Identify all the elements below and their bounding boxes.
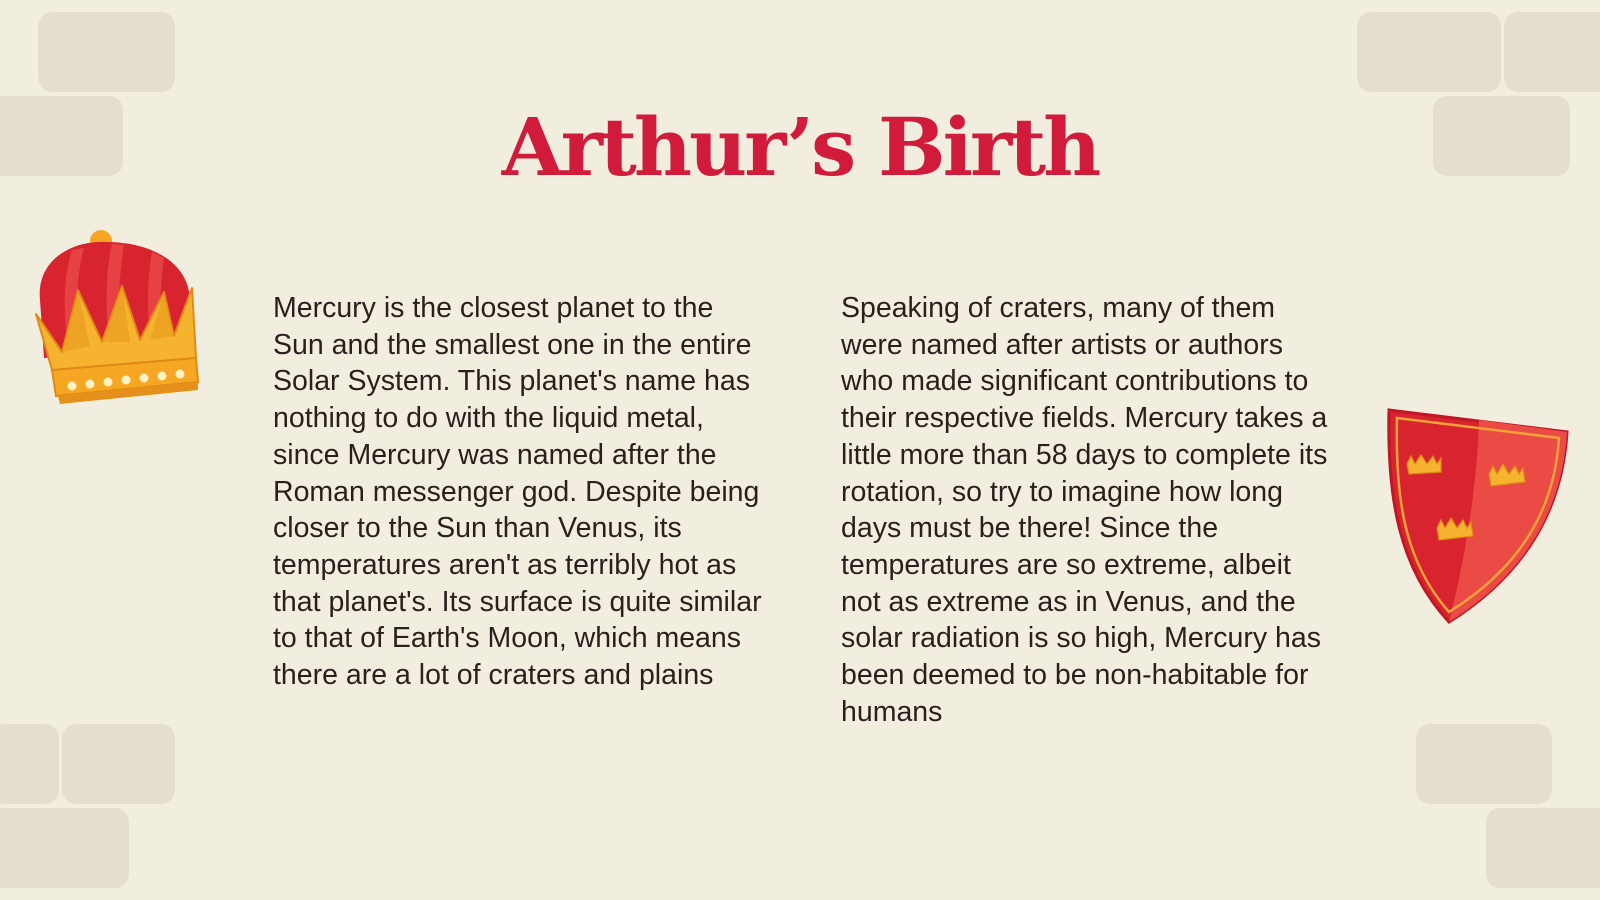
brick-decoration bbox=[1504, 12, 1600, 92]
slide-title: Arthur’s Birth bbox=[501, 100, 1099, 194]
paragraph-left: Mercury is the closest planet to the Sun and the smallest one in the entire Solar System. This planet's name has nothing to do with the liquid metal, since Mercury was named after the Roman messenger god. Despite being closer to the Sun than Venus, its temperatures aren't as terribly hot as that planet's. Its surface is quite similar to that of Earth's Moon, which means there are a lot of craters and plains bbox=[273, 292, 762, 692]
brick-decoration bbox=[38, 12, 175, 92]
crown-icon bbox=[32, 230, 202, 412]
heraldic-shield-icon bbox=[1385, 408, 1571, 626]
brick-decoration bbox=[62, 724, 175, 804]
brick-decoration bbox=[1486, 808, 1600, 888]
brick-decoration bbox=[1357, 12, 1501, 92]
paragraph-right: Speaking of craters, many of them were named after artists or authors who made significant contributions to their respective fields. Mercury takes a little more than 58 days to complete its rotation, so try to imagine how long days must be there! Since the temperatures are so extreme, albeit not as extreme as in Venus, and the solar radiation is so high, Mercury has been deemed to be non-habitable for humans bbox=[841, 292, 1328, 728]
brick-decoration bbox=[1416, 724, 1552, 804]
brick-decoration bbox=[0, 808, 129, 888]
brick-decoration bbox=[0, 724, 59, 804]
